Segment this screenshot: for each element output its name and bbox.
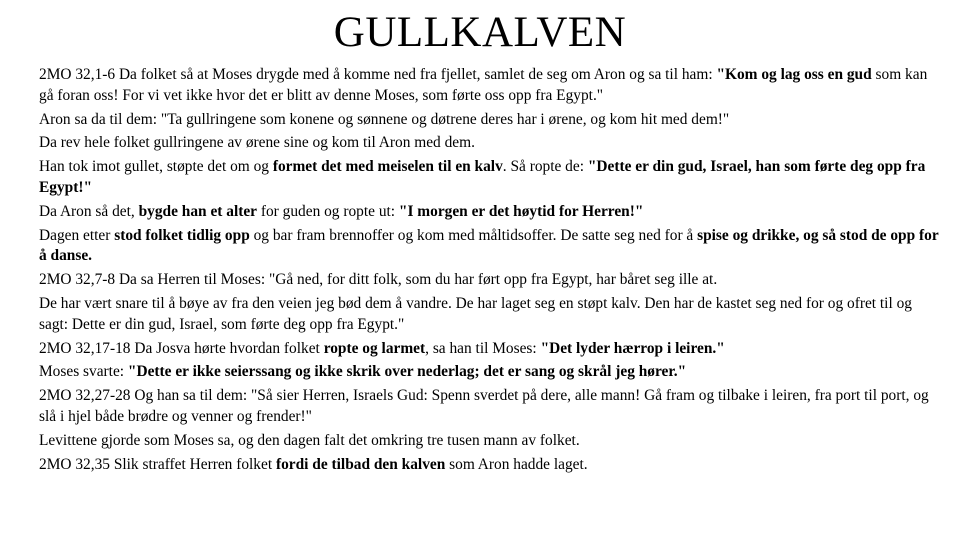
verse-text: Dagen etter bbox=[39, 226, 115, 244]
slide-title: GULLKALVEN bbox=[333, 9, 627, 56]
verse-text: for guden og ropte ut: bbox=[257, 202, 399, 220]
verse-paragraph bbox=[39, 455, 939, 476]
verse-paragraph bbox=[39, 431, 939, 452]
verse-text: 2MO 32,17-18 Da Josva hørte hvordan folket bbox=[39, 339, 324, 357]
verse-paragraph bbox=[39, 157, 939, 199]
verse-paragraph bbox=[39, 65, 939, 107]
verse-text: . Så ropte de: bbox=[502, 158, 588, 176]
emphasized-text: fordi de tilbad den kalven bbox=[275, 455, 446, 473]
emphasized-text: ropte og larmet bbox=[323, 339, 426, 357]
emphasized-text: bygde han et alter bbox=[138, 202, 258, 220]
verse-text: 2MO 32,27-28 Og han sa til dem: "Så sier Herren, Israels Gud: Spenn sverdet på dere, alle mann! Gå fram og tilbake i leiren, fra port til port, og slå i hjel både brødre og venner og frender!" bbox=[39, 387, 929, 425]
verse-paragraph bbox=[39, 133, 939, 154]
verse-paragraph bbox=[39, 339, 939, 360]
verse-text: Levittene gjorde som Moses sa, og den dagen falt det omkring tre tusen mann av folket. bbox=[39, 431, 580, 449]
emphasized-text: "Kom og lag oss en gud bbox=[716, 66, 872, 83]
verse-paragraph bbox=[39, 110, 939, 131]
scripture-text-block bbox=[39, 65, 939, 475]
verse-text: De har vært snare til å bøye av fra den veien jeg bød dem å vandre. De har laget seg en støpt kalv. Den har de kastet seg ned for og ofret til og sagt: Dette er din gud, Israel, som førte deg opp fra Egypt." bbox=[39, 294, 912, 333]
verse-text: Han tok imot gullet, støpte det om og bbox=[39, 158, 273, 176]
emphasized-text: "Dette er din gud, Israel, han som førte deg opp fra Egypt!" bbox=[39, 158, 926, 196]
verse-paragraph bbox=[39, 226, 939, 268]
verse-text: Aron sa da til dem: "Ta gullringene som konene og sønnene og døtrene deres har i ørene, og kom hit med dem!" bbox=[39, 110, 730, 128]
verse-text: Da rev hele folket gullringene av ørene sine og kom til Aron med dem. bbox=[39, 134, 475, 152]
verse-text: Da Aron så det, bbox=[39, 202, 139, 220]
emphasized-text: spise og drikke, og så stod de opp for å danse. bbox=[39, 226, 939, 265]
verse-paragraph bbox=[39, 270, 939, 291]
verse-text: som kan gå foran oss! For vi vet ikke hvor det er blitt av denne Moses, som førte oss opp fra Egypt." bbox=[39, 66, 928, 104]
verse-text: og bar fram brennoffer og kom med måltidsoffer. De satte seg ned for å bbox=[249, 226, 698, 244]
emphasized-text: stod folket tidlig opp bbox=[114, 226, 250, 244]
verse-paragraph bbox=[39, 386, 939, 428]
verse-text: som Aron hadde laget. bbox=[445, 455, 588, 473]
verse-paragraph bbox=[39, 294, 939, 336]
verse-text: Moses svarte: bbox=[39, 363, 128, 381]
emphasized-text: "Dette er ikke seierssang og ikke skrik over nederlag; det er sang og skrål jeg hører." bbox=[127, 363, 687, 381]
verse-text: 2MO 32,35 Slik straffet Herren folket bbox=[39, 455, 276, 473]
emphasized-text: "Det lyder hærrop i leiren." bbox=[540, 339, 725, 357]
emphasized-text: "I morgen er det høytid for Herren!" bbox=[398, 202, 644, 220]
verse-text: , sa han til Moses: bbox=[425, 339, 541, 357]
emphasized-text: formet det med meiselen til en kalv bbox=[272, 158, 503, 176]
verse-paragraph bbox=[39, 362, 939, 383]
verse-paragraph bbox=[39, 202, 939, 223]
verse-text: 2MO 32,1-6 Da folket så at Moses drygde med å komme ned fra fjellet, samlet de seg om Aron og sa til ham: bbox=[39, 66, 717, 83]
verse-text: 2MO 32,7-8 Da sa Herren til Moses: "Gå ned, for ditt folk, som du har ført opp fra Egypt, har båret seg ille at. bbox=[39, 271, 718, 289]
